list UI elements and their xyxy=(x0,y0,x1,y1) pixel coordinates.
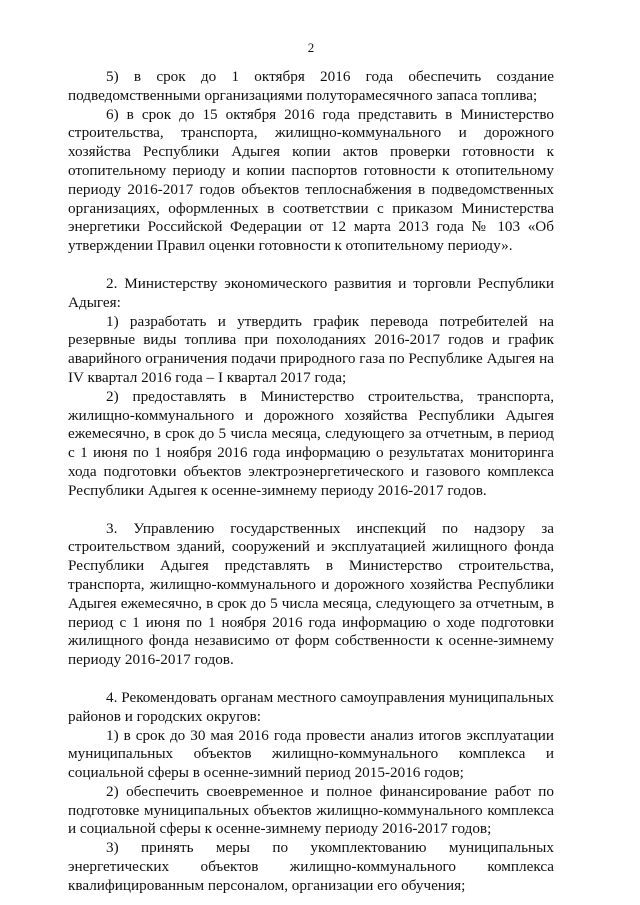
section-gap xyxy=(68,256,554,275)
paragraph-subitem-5: 5) в срок до 1 октября 2016 года обеспечить создание подведомственными организациями полуторамесячного запаса топлива; xyxy=(68,68,554,104)
block-item-3 xyxy=(68,520,554,670)
paragraph-subitem-6: 6) в срок до 15 октября 2016 года представить в Министерство строительства, транспорта, жилищно-коммунального и дорожного хозяйства Республики Адыгея копии актов проверки готовности к отопительному периоду и копии паспортов готовности к отопительному периоду 2016-2017 годов объектов теплоснабжения в подведомственных организациях, оформленных в соответствии с приказом Министерства энергетики Российской Федерации от 12 марта 2013 года № 103 «Об утверждении Правил оценки готовности к отопительному периоду». xyxy=(68,105,554,255)
paragraph-item-2-sub-2: 2) предоставлять в Министерство строительства, транспорта, жилищно-коммунального и дорожного хозяйства Республики Адыгея ежемесячно, в срок до 5 числа месяца, следующего за отчетным, в период с 1 июня по 1 ноября 2016 года информацию о результатах мониторинга хода подготовки объектов электроэнергетического и газового комплекса Республики Адыгея к осенне-зимнему периоду 2016-2017 годов. xyxy=(68,387,554,499)
paragraph-item-3: 3. Управлению государственных инспекций по надзору за строительством зданий, сооружений и эксплуатацией жилищного фонда Республики Адыгея представлять в Министерство строительства, транспорта, жилищно-коммунального и дорожного хозяйства Республики Адыгея ежемесячно, в срок до 5 числа месяца, следующего за отчетным, в период с 1 июня по 1 ноября 2016 года информацию о ходе подготовки жилищного фонда независимо от форм собственности к осенне-зимнему периоду 2016-2017 годов. xyxy=(68,519,554,669)
paragraph-item-4-sub-2: 2) обеспечить своевременное и полное финансирование работ по подготовке муниципальных объектов жилищно-коммунального комплекса и социальной сферы к осенне-зимнему периоду 2016-2017 годов; xyxy=(68,782,554,838)
paragraph-item-2-heading: 2. Министерству экономического развития и торговли Республики Адыгея: xyxy=(68,274,554,311)
section-gap xyxy=(68,501,554,520)
block-item-4 xyxy=(68,689,554,896)
section-gap xyxy=(68,670,554,689)
paragraph-item-4-sub-1: 1) в срок до 30 мая 2016 года провести анализ итогов эксплуатации муниципальных объектов жилищно-коммунального комплекса и социальной сферы в осенне-зимний период 2015-2016 годов; xyxy=(68,726,554,782)
paragraph-item-4-heading: 4. Рекомендовать органам местного самоуправления муниципальных районов и городских округов: xyxy=(68,688,554,725)
block-item-2 xyxy=(68,275,554,501)
paragraph-item-2-sub-1: 1) разработать и утвердить график перевода потребителей на резервные виды топлива при похолоданиях 2016-2017 годов и график аварийного ограничения подачи природного газа по Республике Адыгея на IV квартал 2016 года – I квартал 2017 года; xyxy=(68,312,554,386)
block-item-1-subitems xyxy=(68,68,554,256)
paragraph-item-4-sub-3: 3) принять меры по укомплектованию муниципальных энергетических объектов жилищно-коммунального комплекса квалифицированным персоналом, организации его обучения; xyxy=(68,839,554,894)
page-number: 2 xyxy=(307,40,315,55)
